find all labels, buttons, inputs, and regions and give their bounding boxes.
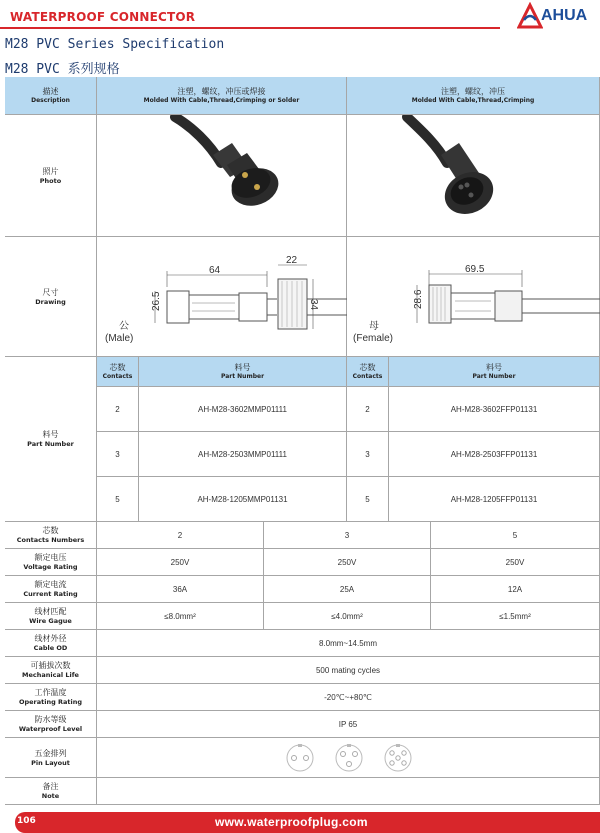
male-label-zh: 公: [119, 321, 129, 332]
table-row: AH-M28-1205FFP01131: [389, 477, 600, 522]
table-row: AH-M28-2503FFP01131: [389, 432, 600, 477]
male-photo: [97, 115, 347, 237]
mechanical-life-value: 500 mating cycles: [97, 657, 600, 684]
website-link[interactable]: www.waterproofplug.com: [215, 815, 368, 829]
subtitle-chinese: M28 PVC 系列规格: [5, 62, 120, 77]
table-row: 5: [347, 477, 389, 522]
wire-gauge-label: 线材匹配 Wire Gague: [5, 603, 97, 630]
female-drawing: [347, 237, 600, 357]
table-cell: 2: [97, 522, 264, 549]
table-row: 2: [97, 387, 139, 432]
subtitle-english: M28 PVC Series Specification: [5, 37, 225, 52]
page-footer: [0, 812, 600, 833]
table-cell: ≤1.5mm²: [431, 603, 600, 630]
male-dim-length: 64: [209, 265, 221, 276]
table-cell: 250V: [431, 549, 600, 576]
male-contacts-header: 芯数 Contacts: [97, 357, 139, 387]
cable-od-label: 线材外径 Cable OD: [5, 630, 97, 657]
drawing-label: 尺寸 Drawing: [5, 237, 97, 357]
table-cell: 250V: [97, 549, 264, 576]
female-dim-length: 69.5: [465, 264, 485, 275]
pin-layout-2-icon: [287, 744, 313, 771]
table-cell: 12A: [431, 576, 600, 603]
male-dim-body-height: 26.5: [151, 291, 162, 311]
pin-layout-label: 五金排列 Pin Layout: [5, 738, 97, 778]
cable-od-value: 8.0mm~14.5mm: [97, 630, 600, 657]
contacts-numbers-label: 芯数 Contacts Numbers: [5, 522, 97, 549]
table-cell: 250V: [264, 549, 431, 576]
female-dim-height: 28.6: [413, 289, 424, 309]
male-dim-nut-height: 34: [308, 299, 319, 311]
male-dim-nut-width: 22: [286, 255, 298, 266]
brand-name: AHUA: [541, 7, 588, 24]
note-label: 备注 Note: [5, 778, 97, 805]
female-column-header: 注塑，螺纹，冲压 Molded With Cable,Thread,Crimping: [347, 77, 600, 115]
mechanical-life-label: 可插拔次数 Mechanical Life: [5, 657, 97, 684]
female-photo: [347, 115, 600, 237]
table-row: 2: [347, 387, 389, 432]
male-label-en: (Male): [105, 333, 134, 344]
table-row: AH-M28-2503MMP01111: [139, 432, 347, 477]
table-cell: 25A: [264, 576, 431, 603]
waterproof-level-value: IP 65: [97, 711, 600, 738]
description-header: 描述 Description: [5, 77, 97, 115]
female-label-zh: 母: [369, 321, 379, 332]
table-cell: ≤8.0mm²: [97, 603, 264, 630]
female-contacts-header: 芯数 Contacts: [347, 357, 389, 387]
table-row: 3: [97, 432, 139, 477]
table-row: 3: [347, 432, 389, 477]
operating-rating-label: 工作温度 Operating Rating: [5, 684, 97, 711]
waterproof-level-label: 防水等级 Waterproof Level: [5, 711, 97, 738]
pin-layout-diagrams: [97, 738, 600, 778]
female-label-en: (Female): [353, 333, 394, 344]
photo-label: 照片 Photo: [5, 115, 97, 237]
pin-layout-3-icon: [336, 744, 362, 771]
current-rating-label: 额定电流 Current Rating: [5, 576, 97, 603]
table-cell: 3: [264, 522, 431, 549]
male-drawing: [97, 237, 347, 357]
header-title: WATERPROOF CONNECTOR: [10, 10, 196, 24]
male-partno-header: 料号 Part Number: [139, 357, 347, 387]
table-row: 5: [97, 477, 139, 522]
part-number-label: 料号 Part Number: [5, 357, 97, 522]
table-row: AH-M28-3602MMP01111: [139, 387, 347, 432]
pin-layout-5-icon: [385, 744, 411, 771]
note-value: [97, 778, 600, 805]
table-cell: 5: [431, 522, 600, 549]
female-partno-header: 料号 Part Number: [389, 357, 600, 387]
table-cell: 36A: [97, 576, 264, 603]
voltage-rating-label: 额定电压 Voltage Rating: [5, 549, 97, 576]
table-row: AH-M28-1205MMP01131: [139, 477, 347, 522]
male-column-header: 注塑，螺纹，冲压或焊接 Molded With Cable,Thread,Crimping or Solder: [97, 77, 347, 115]
page-number: 106: [17, 816, 36, 826]
operating-rating-value: -20℃~+80℃: [97, 684, 600, 711]
table-row: AH-M28-3602FFP01131: [389, 387, 600, 432]
table-cell: ≤4.0mm²: [264, 603, 431, 630]
